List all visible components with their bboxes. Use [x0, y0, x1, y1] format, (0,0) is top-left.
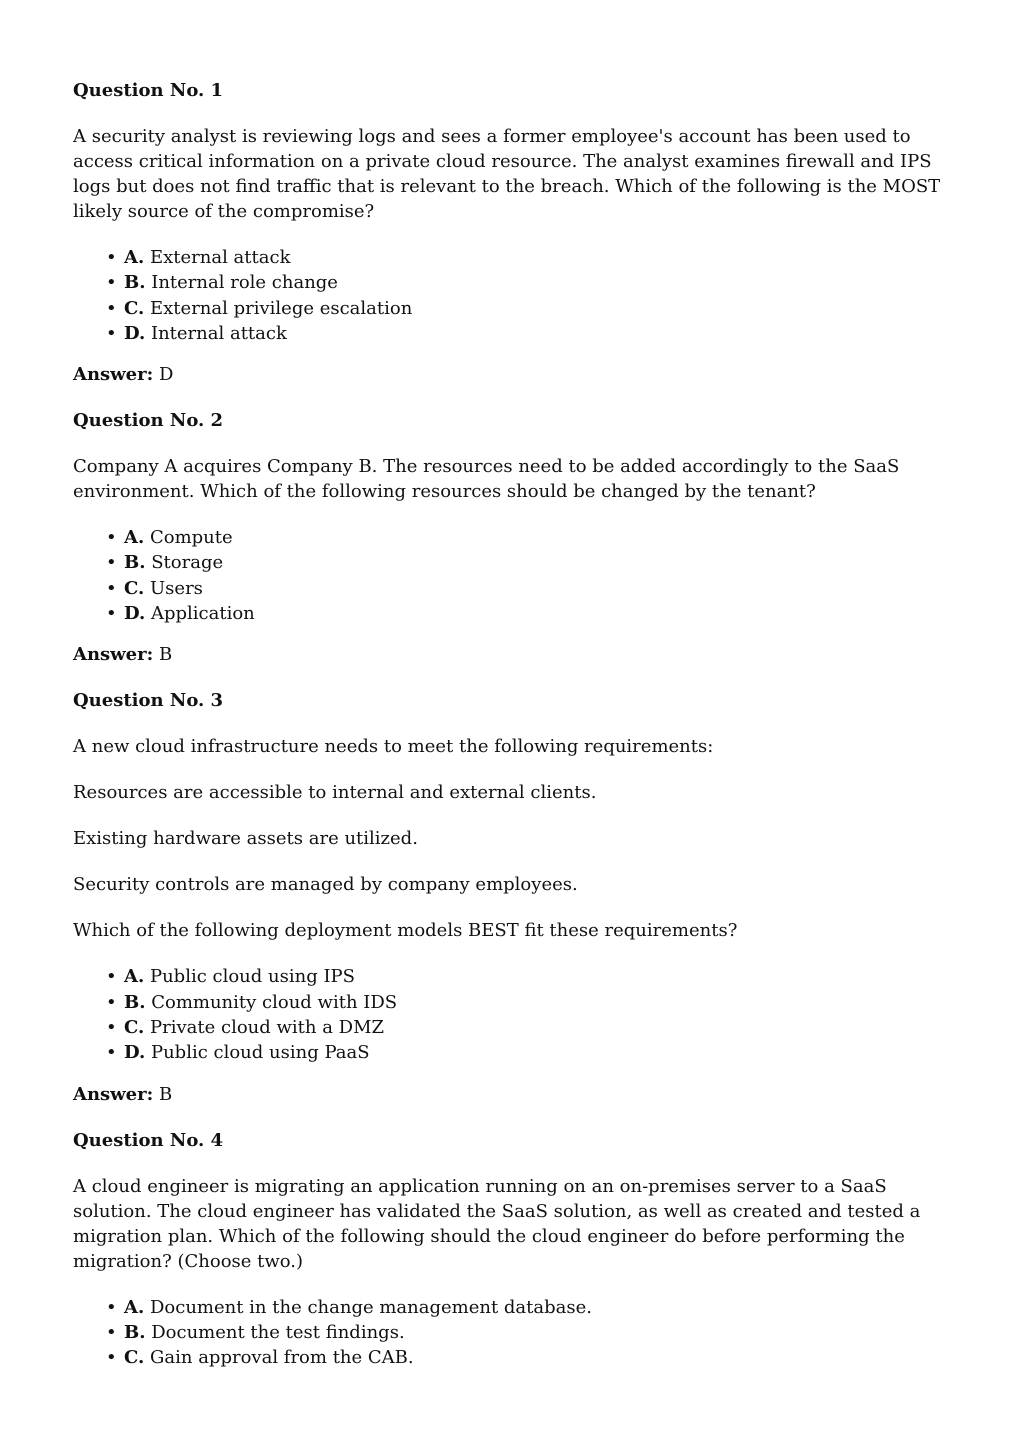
- option-text: External privilege escalation: [150, 297, 413, 319]
- option-text: Private cloud with a DMZ: [150, 1016, 385, 1038]
- option-text: Document in the change management database.: [149, 1296, 592, 1318]
- bullet-icon: •: [106, 1016, 117, 1038]
- question-text: A cloud engineer is migrating an application running on an on-premises server to a SaaS solution. The cloud engineer has validated the SaaS solution, as well as created and tested a migration plan. Which of the following should the cloud engineer do before performing the migration? (Choose two.): [73, 1175, 921, 1272]
- bullet-icon: •: [106, 603, 117, 625]
- bullet-icon: •: [106, 552, 117, 574]
- answer-options-list: [73, 1295, 954, 1371]
- bullet-icon: •: [106, 322, 117, 344]
- answer-value: B: [159, 644, 173, 666]
- answer-line: [73, 642, 954, 667]
- bullet-icon: •: [106, 297, 117, 319]
- answer-option: [106, 525, 954, 550]
- answer-value: B: [159, 1083, 173, 1105]
- question-text: A security analyst is reviewing logs and sees a former employee's account has been used to access critical information on a private cloud resource. The analyst examines firewall and IPS logs but does not find traffic that is relevant to the breach. Which of the following is the MOST likely source of the compromise?: [73, 126, 941, 222]
- answer-option: [106, 576, 954, 601]
- answer-options-list: [73, 525, 954, 626]
- answer-option: [106, 1320, 954, 1345]
- answer-value: D: [159, 364, 174, 386]
- answer-label: Answer:: [73, 364, 154, 386]
- bullet-icon: •: [106, 1296, 117, 1318]
- answer-line: [73, 1082, 954, 1107]
- option-letter: A.: [124, 247, 145, 268]
- option-text: Document the test findings.: [151, 1321, 405, 1343]
- bullet-icon: •: [106, 577, 117, 599]
- answer-options-list: [73, 245, 954, 346]
- option-letter: A.: [124, 1296, 145, 1318]
- option-letter: D.: [124, 603, 146, 625]
- option-text: Internal attack: [150, 322, 287, 344]
- question-text: Company A acquires Company B. The resources need to be added accordingly to the SaaS environment. Which of the following resources should be changed by the tenant?: [73, 456, 900, 503]
- option-text: Community cloud with IDS: [151, 991, 398, 1013]
- answer-option: [106, 601, 954, 626]
- question-text: Security controls are managed by company employees.: [73, 874, 578, 896]
- answer-line: [73, 362, 954, 387]
- option-letter: C.: [124, 577, 145, 599]
- bullet-icon: •: [106, 966, 117, 988]
- answer-option: [106, 245, 954, 270]
- option-letter: A.: [124, 527, 145, 549]
- bullet-icon: •: [106, 991, 117, 1013]
- bullet-icon: •: [106, 247, 117, 268]
- bullet-icon: •: [106, 1347, 117, 1369]
- option-text: Compute: [149, 527, 233, 549]
- question-block: [73, 78, 954, 387]
- option-text: Users: [150, 577, 203, 599]
- answer-option: [106, 321, 954, 346]
- question-block: [73, 688, 954, 1106]
- option-text: External attack: [149, 247, 291, 268]
- option-text: Gain approval from the CAB.: [150, 1347, 414, 1369]
- option-letter: B.: [124, 552, 146, 574]
- option-letter: D.: [124, 322, 146, 344]
- option-text: Internal role change: [151, 272, 338, 294]
- answer-options-list: [73, 964, 954, 1065]
- question-title: Question No. 1: [73, 80, 224, 101]
- option-letter: C.: [124, 1016, 145, 1038]
- option-letter: B.: [124, 991, 146, 1013]
- bullet-icon: •: [106, 1042, 117, 1064]
- question-text: Resources are accessible to internal and external clients.: [73, 782, 597, 804]
- option-letter: B.: [124, 1321, 146, 1343]
- bullet-icon: •: [106, 527, 117, 549]
- option-text: Storage: [151, 552, 224, 574]
- option-text: Public cloud using PaaS: [150, 1042, 370, 1064]
- question-text: Which of the following deployment models BEST fit these requirements?: [73, 920, 738, 942]
- question-text: Existing hardware assets are utilized.: [73, 828, 418, 850]
- option-letter: B.: [124, 272, 146, 294]
- bullet-icon: •: [106, 1321, 117, 1343]
- option-letter: A.: [124, 966, 145, 988]
- question-title: Question No. 3: [73, 690, 224, 712]
- question-text: A new cloud infrastructure needs to meet the following requirements:: [73, 736, 714, 758]
- answer-option: [106, 1040, 954, 1065]
- answer-option: [106, 1015, 954, 1040]
- question-title: Question No. 4: [73, 1129, 224, 1151]
- question-block: [73, 408, 954, 667]
- answer-option: [106, 550, 954, 575]
- answer-option: [106, 1295, 954, 1320]
- answer-option: [106, 964, 954, 989]
- option-text: Public cloud using IPS: [149, 966, 355, 988]
- option-letter: C.: [124, 1347, 145, 1369]
- answer-option: [106, 270, 954, 295]
- question-title: Question No. 2: [73, 410, 224, 432]
- answer-label: Answer:: [73, 1083, 154, 1105]
- question-block: [73, 1128, 954, 1371]
- bullet-icon: •: [106, 272, 117, 294]
- answer-option: [106, 1345, 954, 1370]
- option-letter: D.: [124, 1042, 146, 1064]
- answer-label: Answer:: [73, 644, 154, 666]
- answer-option: [106, 990, 954, 1015]
- answer-option: [106, 296, 954, 321]
- option-text: Application: [150, 603, 255, 625]
- option-letter: C.: [124, 297, 145, 319]
